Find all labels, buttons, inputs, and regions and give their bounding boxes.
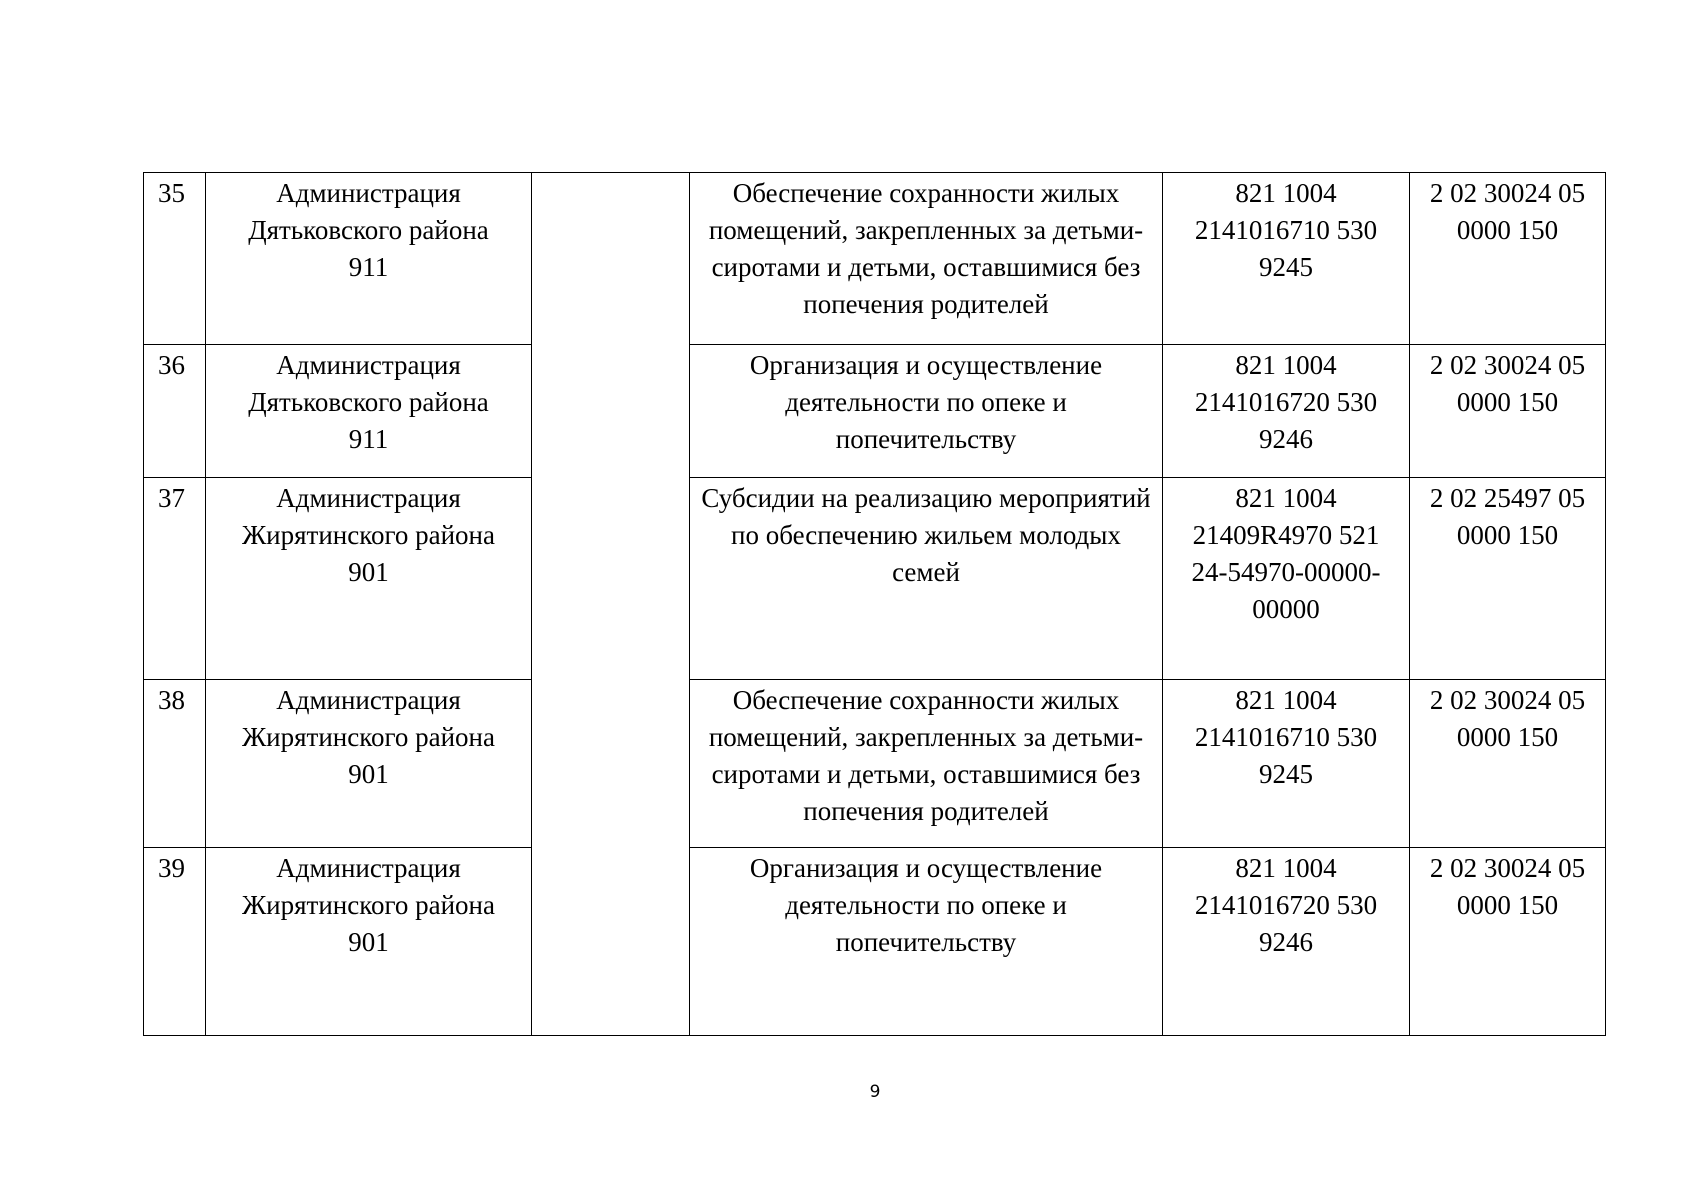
table-row [144, 345, 1606, 478]
budget-code-cell: 821 1004 2141016720 530 9246 [1163, 345, 1410, 478]
purpose-cell: Организация и осуществление деятельности по опеке и попечительству [690, 848, 1163, 1036]
administrator-cell: Администрация Жирятинского района 901 [206, 680, 532, 848]
empty-cell [532, 848, 690, 1036]
table-row [144, 173, 1606, 345]
table-row [144, 848, 1606, 1036]
purpose-cell: Обеспечение сохранности жилых помещений, закрепленных за детьми- сиротами и детьми, оставшимися без попечения родителей [690, 680, 1163, 848]
empty-cell [532, 680, 690, 848]
row-number: 36 [144, 345, 206, 478]
row-number: 38 [144, 680, 206, 848]
administrator-cell: Администрация Дятьковского района 911 [206, 345, 532, 478]
budget-code-cell: 821 1004 21409R4970 521 24-54970-00000- 00000 [1163, 478, 1410, 680]
income-code-cell: 2 02 30024 05 0000 150 [1410, 345, 1606, 478]
page-number: 9 [869, 1082, 881, 1102]
empty-cell [532, 478, 690, 680]
income-code-cell: 2 02 30024 05 0000 150 [1410, 848, 1606, 1036]
table-row [144, 478, 1606, 680]
purpose-cell: Обеспечение сохранности жилых помещений, закрепленных за детьми- сиротами и детьми, оставшимися без попечения родителей [690, 173, 1163, 345]
purpose-cell: Организация и осуществление деятельности по опеке и попечительству [690, 345, 1163, 478]
row-number: 37 [144, 478, 206, 680]
income-code-cell: 2 02 30024 05 0000 150 [1410, 680, 1606, 848]
administrator-cell: Администрация Жирятинского района 901 [206, 848, 532, 1036]
table-row [144, 680, 1606, 848]
purpose-cell: Субсидии на реализацию мероприятий по обеспечению жильем молодых семей [690, 478, 1163, 680]
row-number: 35 [144, 173, 206, 345]
income-code-cell: 2 02 25497 05 0000 150 [1410, 478, 1606, 680]
allocation-table [143, 172, 1606, 1036]
empty-cell [532, 173, 690, 345]
income-code-cell: 2 02 30024 05 0000 150 [1410, 173, 1606, 345]
administrator-cell: Администрация Жирятинского района 901 [206, 478, 532, 680]
administrator-cell: Администрация Дятьковского района 911 [206, 173, 532, 345]
budget-code-cell: 821 1004 2141016720 530 9246 [1163, 848, 1410, 1036]
budget-code-cell: 821 1004 2141016710 530 9245 [1163, 680, 1410, 848]
budget-code-cell: 821 1004 2141016710 530 9245 [1163, 173, 1410, 345]
row-number: 39 [144, 848, 206, 1036]
empty-cell [532, 345, 690, 478]
